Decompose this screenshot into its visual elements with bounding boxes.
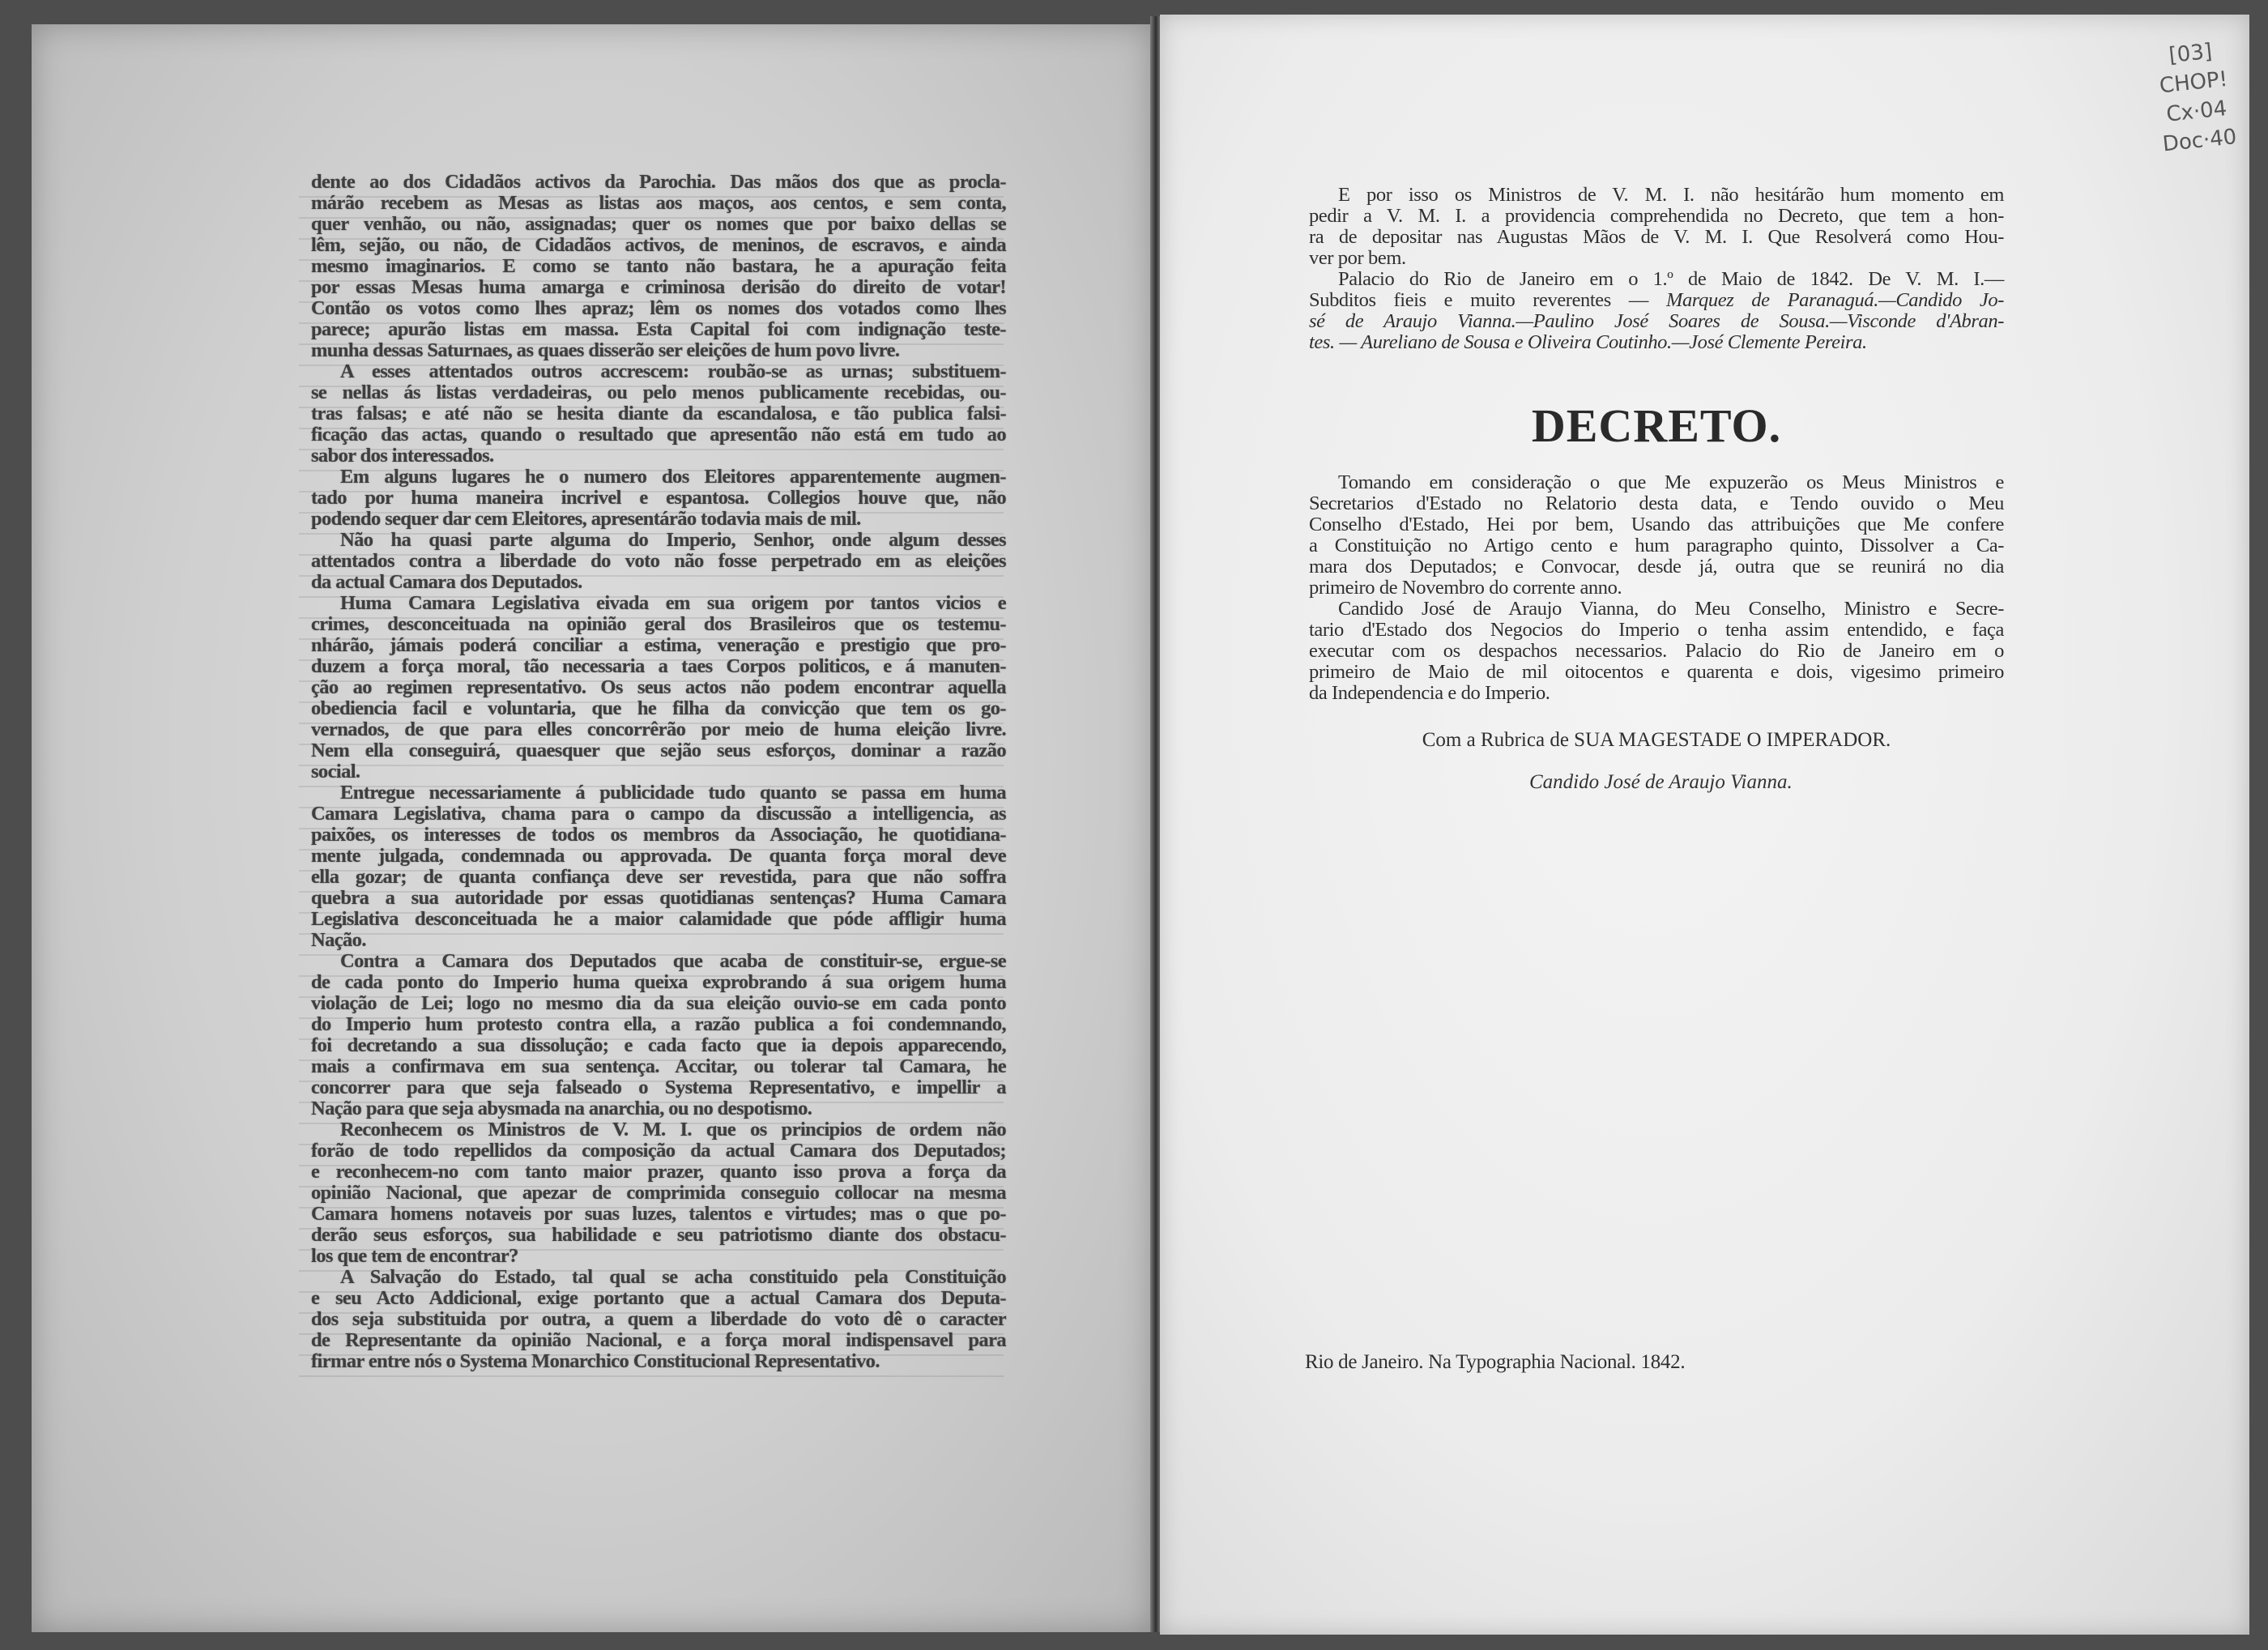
text-line: firmar entre nós o Systema Monarchico Constitucional Representativo.	[311, 1350, 880, 1372]
text-line: e reconhecem-no com tanto maior prazer, quanto isso prova a força da	[311, 1161, 1006, 1183]
text-line: podendo sequer dar cem Eleitores, apresentárão todavia mais de mil.	[311, 508, 861, 530]
text-line: se nellas ás listas verdadeiras, ou pelo menos publicamente recebidas, ou-	[311, 382, 1006, 403]
text-line: quebra a sua autoridade por essas quotidianas sentenças? Huma Camara	[311, 887, 1006, 909]
text-line	[1309, 332, 2004, 353]
text-line: Nem ella conseguirá, quaesquer que sejão seus esforços, dominar a razão	[311, 740, 1006, 761]
text-line: sabor dos interessados.	[311, 445, 494, 467]
text-line: e seu Acto Addicional, exige portanto que a actual Camara dos Deputa-	[311, 1287, 1006, 1309]
archive-note-line: Cx·04	[2165, 96, 2228, 127]
text-line: da Independencia e do Imperio.	[1309, 682, 1550, 704]
text-line: Nação.	[311, 929, 366, 951]
text-line: executar com os despachos necessarios. Palacio do Rio de Janeiro em o	[1309, 640, 2004, 662]
archive-note-line: [03]	[2168, 39, 2214, 69]
text-line: paixões, os interesses de todos os membros da Associação, he quotidiana-	[311, 824, 1006, 846]
text-line: tras falsas; e até não se hesita diante da escandalosa, e tão publica falsi-	[311, 403, 1006, 424]
text-line: Não ha quasi parte alguma do Imperio, Senhor, onde algum desses	[340, 529, 1006, 551]
text-line: violação de Lei; logo no mesmo dia da sua eleição ouvio-se em cada ponto	[311, 992, 1006, 1014]
paragraph	[311, 467, 1006, 530]
text-line: ver por bem.	[1309, 247, 1406, 269]
text-line: A esses attentados outros accrescem: roubão-se as urnas; substituem-	[340, 360, 1006, 382]
text-line: ficação das actas, quando o resultado que apresentão não está em tudo ao	[311, 424, 1006, 446]
signatory-names: sé de Araujo Vianna.—Paulino José Soares de Sousa.—Visconde d'Abran-	[1309, 310, 2004, 332]
text-line: lêm, sejão, ou não, de Cidadãos activos, de meninos, de escravos, e ainda	[311, 234, 1006, 256]
text-line: A Salvação do Estado, tal qual se acha constituido pela Constituição	[340, 1266, 1006, 1288]
text-line: parece; apurão listas em massa. Esta Capital foi com indignação teste-	[311, 318, 1006, 340]
text-line: Subditos fieis e muito reverentes — Marquez de Paranaguá.—Candido Jo-	[1309, 289, 2004, 311]
text-line: attentados contra a liberdade do voto não fosse perpetrado em as eleições	[311, 550, 1006, 572]
report-closing-text	[1309, 185, 2004, 353]
text-line: pedir a V. M. I. a providencia comprehendida no Decreto, que tem a hon-	[1309, 205, 2004, 227]
paragraph	[311, 1267, 1006, 1372]
paragraph	[311, 172, 1006, 361]
text-line: Entregue necessariamente á publicidade tudo quanto se passa em huma	[340, 782, 1006, 804]
text-line: Secretarios d'Estado no Relatorio desta data, e Tendo ouvido o Meu	[1309, 492, 2004, 514]
printer-imprint: Rio de Janeiro. Na Typographia Nacional. 1842.	[1305, 1351, 1686, 1373]
text-line: primeiro de Novembro do corrente anno.	[1309, 577, 1622, 599]
text-line: de cada ponto do Imperio huma queixa exprobrando á sua origem huma	[311, 971, 1006, 993]
decree-text	[1309, 472, 2004, 704]
text-line: mesmo imaginarios. E como se tanto não bastara, he a apuração feita	[311, 255, 1006, 277]
text-line: tario d'Estado dos Negocios do Imperio o tenha assim entendido, e faça	[1309, 619, 2004, 641]
archive-handwritten-note	[2141, 34, 2249, 160]
text-line: ra de depositar nas Augustas Mãos de V. M. I. Que Resolverá como Hou-	[1309, 226, 2004, 248]
text-line: Candido José de Araujo Vianna, do Meu Conselho, Ministro e Secre-	[1338, 598, 2004, 620]
archive-note-line: Doc·40	[2161, 125, 2238, 157]
text-line: da actual Camara dos Deputados.	[311, 571, 582, 593]
text-line: Camara homens notaveis por suas luzes, talentos e virtudes; mas o que po-	[311, 1203, 1006, 1225]
text-line: por essas Mesas huma amarga e criminosa derisão do direito de votar!	[311, 276, 1006, 298]
minister-signature: Candido José de Araujo Vianna.	[1529, 771, 1793, 793]
text-line: a Constituição no Artigo cento e hum paragrapho quinto, Dissolver a Ca-	[1309, 535, 2004, 556]
paragraph	[311, 530, 1006, 593]
text-line: obediencia facil e voluntaria, que he filha da convicção que tem os go-	[311, 697, 1006, 719]
paragraph	[311, 1119, 1006, 1267]
signatory-names: tes. — Aureliano de Sousa e Oliveira Coutinho.—José Clemente Pereira.	[1309, 331, 1867, 353]
paragraph	[1309, 185, 2004, 269]
text-line: derão seus esforços, sua habilidade e seu patriotismo diante dos obstacu-	[311, 1224, 1006, 1246]
text-line: mara dos Deputados; e Convocar, desde já, outra que se reunirá no dia	[1309, 556, 2004, 578]
text-line	[1309, 311, 2004, 332]
decree-title: DECRETO.	[1531, 399, 1782, 452]
archive-note-line: CHOP!	[2158, 66, 2229, 99]
left-page-text	[311, 172, 1006, 1372]
paragraph	[311, 361, 1006, 467]
text-line: ção ao regimen representativo. Os seus actos não podem encontrar aquella	[311, 676, 1006, 698]
text-line: opinião Nacional, que apezar de comprimida conseguio collocar na mesma	[311, 1182, 1006, 1204]
text-line: mais a confirmava em sua sentença. Accitar, ou tolerar tal Camara, he	[311, 1055, 1006, 1077]
paragraph	[311, 782, 1006, 951]
text-line: crimes, desconceituada na opinião geral dos Brasileiros que os testemu-	[311, 613, 1006, 635]
text-line: dos seja substituida por outra, a quem a liberdade do voto dê o caracter	[311, 1308, 1006, 1330]
text-line: Contra a Camara dos Deputados que acaba de constituir-se, ergue-se	[340, 950, 1006, 972]
text-line: Conselho d'Estado, Hei por bem, Usando das attribuições que Me confere	[1309, 514, 2004, 535]
text-line: Palacio do Rio de Janeiro em o 1.º de Maio de 1842. De V. M. I.—	[1338, 268, 2004, 290]
text-line: forão de todo repellidos da composição da actual Camara dos Deputados;	[311, 1140, 1006, 1162]
paragraph	[1309, 599, 2004, 704]
text-line: foi decretando a sua dissolução; e cada facto que ia depois apparecendo,	[311, 1034, 1006, 1056]
text-line: Contão os votos como lhes apraz; lêm os nomes dos votados como lhes	[311, 297, 1006, 319]
text-line: mente julgada, condemnada ou approvada. De quanta força moral deve	[311, 845, 1006, 867]
text-line: Tomando em consideração o que Me expuzerão os Meus Ministros e	[1338, 471, 2004, 493]
text-line: ella gozar; de quanta confiança deve ser revestida, para que não soffra	[311, 866, 1006, 888]
text-line: concorrer para que seja falseado o Systema Representativo, e impellir a	[311, 1077, 1006, 1098]
paragraph	[1309, 472, 2004, 599]
text-line: E por isso os Ministros de V. M. I. não hesitárão hum momento em	[1338, 184, 2004, 206]
paragraph	[311, 593, 1006, 782]
text-line: nhárão, jámais poderá conciliar a estima, veneração e prestigio que pro-	[311, 634, 1006, 656]
text-line: duzem a força moral, tão necessaria a taes Corpos politicos, e á manuten-	[311, 655, 1006, 677]
text-line: Nação para que seja abysmada na anarchia, ou no despotismo.	[311, 1098, 812, 1119]
text-line: los que tem de encontrar?	[311, 1245, 518, 1267]
text-line: vernados, de que para elles concorrêrão por meio de huma eleição livre.	[311, 718, 1006, 740]
paragraph	[311, 951, 1006, 1119]
text-line: do Imperio hum protesto contra ella, a razão publica a foi condemnando,	[311, 1013, 1006, 1035]
text-line: márão recebem as Mesas as listas aos maços, aos centos, e sem conta,	[311, 192, 1006, 214]
text-line: Huma Camara Legislativa eivada em sua origem por tantos vicios e	[340, 592, 1006, 614]
text-line: Em alguns lugares he o numero dos Eleitores apparentemente augmen-	[340, 466, 1006, 488]
text-line: primeiro de Maio de mil oitocentos e quarenta e dois, vigesimo primeiro	[1309, 661, 2004, 683]
text-line: Legislativa desconceituada he a maior calamidade que póde affligir huma	[311, 908, 1006, 930]
text-line: de Representante da opinião Nacional, e a força moral indispensavel para	[311, 1329, 1006, 1351]
imperial-rubric-line: Com a Rubrica de SUA MAGESTADE O IMPERADOR.	[1422, 729, 1891, 751]
paragraph	[1309, 269, 2004, 353]
text-line: munha dessas Saturnaes, as quaes disserão ser eleições de hum povo livre.	[311, 339, 900, 361]
text-line: quer venhão, ou não, assignadas; quer os nomes que por baixo dellas se	[311, 213, 1006, 235]
text-line: Reconhecem os Ministros de V. M. I. que os principios de ordem não	[340, 1119, 1006, 1141]
signatory-names: Marquez de Paranaguá.—Candido Jo-	[1665, 289, 2004, 311]
text-line: dente ao dos Cidadãos activos da Parochia. Das mãos dos que as procla-	[311, 171, 1006, 193]
text-line: Camara Legislativa, chama para o campo da discussão a intelligencia, as	[311, 803, 1006, 825]
text-line: social.	[311, 761, 360, 782]
text-line: tado por huma maneira incrivel e espantosa. Collegios houve que, não	[311, 487, 1006, 509]
